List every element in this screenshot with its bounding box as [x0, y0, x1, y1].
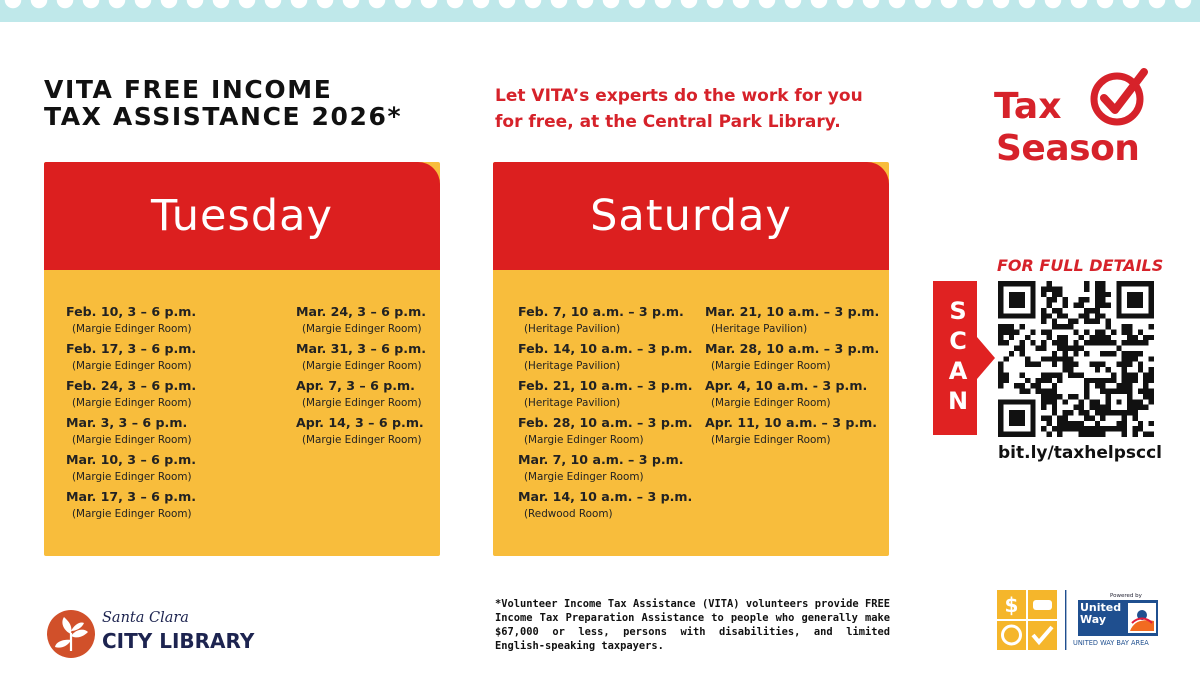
- schedule-entry: [518, 488, 693, 525]
- schedule-entry: [66, 303, 196, 340]
- entry-room: (Margie Edinger Room): [302, 360, 422, 372]
- entry-date: Feb. 14, 10 a.m. – 3 p.m.: [518, 341, 693, 356]
- entry-date: Feb. 7, 10 a.m. – 3 p.m.: [518, 304, 684, 319]
- vita-logo-icon: [997, 590, 1069, 654]
- entry-date: Mar. 31, 3 – 6 p.m.: [296, 341, 426, 356]
- scalloped-top-border: [0, 0, 1200, 22]
- tagline-line-1: Let VITA’s experts do the work for you: [495, 86, 863, 106]
- checkmark-circle-icon: [1088, 66, 1150, 128]
- schedule-entry: [518, 414, 693, 451]
- entry-room: (Margie Edinger Room): [711, 360, 831, 372]
- vita-footnote: *Volunteer Income Tax Assistance (VITA) volunteers provide FREE Income Tax Preparation Assistance to people who generally make $67,000 or less, persons with disabilities, and limited English-speaking taxpayers.: [495, 598, 890, 652]
- qr-code-icon[interactable]: [998, 281, 1154, 437]
- library-name-line-2: CITY LIBRARY: [102, 629, 255, 653]
- entry-room: (Margie Edinger Room): [72, 360, 192, 372]
- page-title: [44, 76, 464, 130]
- schedule-entry: [296, 340, 426, 377]
- entry-room: (Margie Edinger Room): [711, 434, 831, 446]
- entry-room: (Margie Edinger Room): [302, 323, 422, 335]
- saturday-heading: Saturday: [590, 191, 792, 241]
- united-way-hand-icon: [1128, 603, 1156, 633]
- saturday-right-column: [705, 303, 879, 451]
- schedule-entry: [705, 340, 879, 377]
- library-name-line-1: Santa Clara: [102, 610, 189, 626]
- entry-room: (Heritage Pavilion): [524, 397, 621, 409]
- saturday-header: [493, 162, 889, 270]
- saturday-left-column: [518, 303, 693, 525]
- entry-date: Mar. 10, 3 – 6 p.m.: [66, 452, 196, 467]
- schedule-entry: [296, 303, 426, 340]
- entry-date: Apr. 11, 10 a.m. – 3 p.m.: [705, 415, 878, 430]
- entry-date: Mar. 17, 3 – 6 p.m.: [66, 489, 196, 504]
- entry-date: Feb. 10, 3 – 6 p.m.: [66, 304, 197, 319]
- entry-room: (Margie Edinger Room): [72, 434, 192, 446]
- entry-date: Mar. 7, 10 a.m. – 3 p.m.: [518, 452, 684, 467]
- schedule-entry: [518, 377, 693, 414]
- entry-date: Feb. 24, 3 – 6 p.m.: [66, 378, 197, 393]
- entry-room: (Margie Edinger Room): [302, 397, 422, 409]
- schedule-entry: [66, 451, 196, 488]
- powered-by-label: Powered by: [1110, 593, 1142, 599]
- united-way-name: United Way: [1080, 601, 1122, 626]
- scan-letter: N: [947, 387, 969, 415]
- tagline: [495, 83, 915, 135]
- title-line-2: TAX ASSISTANCE 2026*: [44, 102, 403, 131]
- schedule-entry: [518, 451, 693, 488]
- schedule-entry: [705, 303, 879, 340]
- entry-date: Apr. 14, 3 – 6 p.m.: [296, 415, 424, 430]
- tuesday-right-column: [296, 303, 426, 451]
- entry-date: Feb. 17, 3 – 6 p.m.: [66, 341, 197, 356]
- entry-date: Mar. 21, 10 a.m. – 3 p.m.: [705, 304, 880, 319]
- schedule-entry: [296, 377, 426, 414]
- scan-label: [944, 296, 972, 416]
- entry-date: Apr. 7, 3 – 6 p.m.: [296, 378, 415, 393]
- entry-room: (Margie Edinger Room): [72, 471, 192, 483]
- entry-date: Feb. 28, 10 a.m. – 3 p.m.: [518, 415, 693, 430]
- scan-letter: A: [948, 357, 968, 385]
- schedule-entry: [66, 377, 196, 414]
- entry-room: (Margie Edinger Room): [524, 434, 644, 446]
- entry-date: Mar. 3, 3 – 6 p.m.: [66, 415, 188, 430]
- entry-room: (Margie Edinger Room): [524, 471, 644, 483]
- leaf-logo-icon: [46, 609, 96, 659]
- tuesday-header: [44, 162, 440, 270]
- united-way-area-label: UNITED WAY BAY AREA: [1073, 639, 1149, 647]
- full-details-heading: FOR FULL DETAILS: [997, 256, 1164, 275]
- saturday-schedule-card: [493, 162, 889, 556]
- tuesday-heading: Tuesday: [151, 191, 333, 241]
- details-url-link[interactable]: bit.ly/taxhelpsccl: [998, 443, 1162, 463]
- title-line-1: VITA FREE INCOME: [44, 75, 333, 104]
- entry-room: (Heritage Pavilion): [524, 360, 621, 372]
- schedule-entry: [705, 377, 879, 414]
- entry-room: (Margie Edinger Room): [72, 323, 192, 335]
- entry-date: Mar. 28, 10 a.m. – 3 p.m.: [705, 341, 880, 356]
- tuesday-schedule-card: [44, 162, 440, 556]
- tax-season-line-1: Tax: [994, 86, 1062, 127]
- schedule-entry: [66, 488, 196, 525]
- tuesday-left-column: [66, 303, 196, 525]
- svg-text:$: $: [1004, 593, 1019, 617]
- entry-date: Apr. 4, 10 a.m. - 3 p.m.: [705, 378, 868, 393]
- tagline-line-2: for free, at the Central Park Library.: [495, 112, 841, 132]
- schedule-entry: [296, 414, 426, 451]
- entry-date: Mar. 14, 10 a.m. – 3 p.m.: [518, 489, 693, 504]
- entry-room: (Redwood Room): [524, 508, 613, 520]
- tax-season-line-2: Season: [996, 128, 1140, 169]
- entry-room: (Heritage Pavilion): [524, 323, 621, 335]
- scan-letter: C: [949, 327, 967, 355]
- schedule-entry: [66, 340, 196, 377]
- entry-room: (Margie Edinger Room): [72, 397, 192, 409]
- schedule-entry: [518, 303, 693, 340]
- schedule-entry: [518, 340, 693, 377]
- entry-room: (Margie Edinger Room): [711, 397, 831, 409]
- entry-date: Feb. 21, 10 a.m. – 3 p.m.: [518, 378, 693, 393]
- entry-room: (Margie Edinger Room): [302, 434, 422, 446]
- schedule-entry: [66, 414, 196, 451]
- entry-room: (Heritage Pavilion): [711, 323, 808, 335]
- tax-season-logo: [994, 66, 1164, 176]
- entry-date: Mar. 24, 3 – 6 p.m.: [296, 304, 426, 319]
- schedule-entry: [705, 414, 879, 451]
- entry-room: (Margie Edinger Room): [72, 508, 192, 520]
- scan-letter: S: [949, 297, 967, 325]
